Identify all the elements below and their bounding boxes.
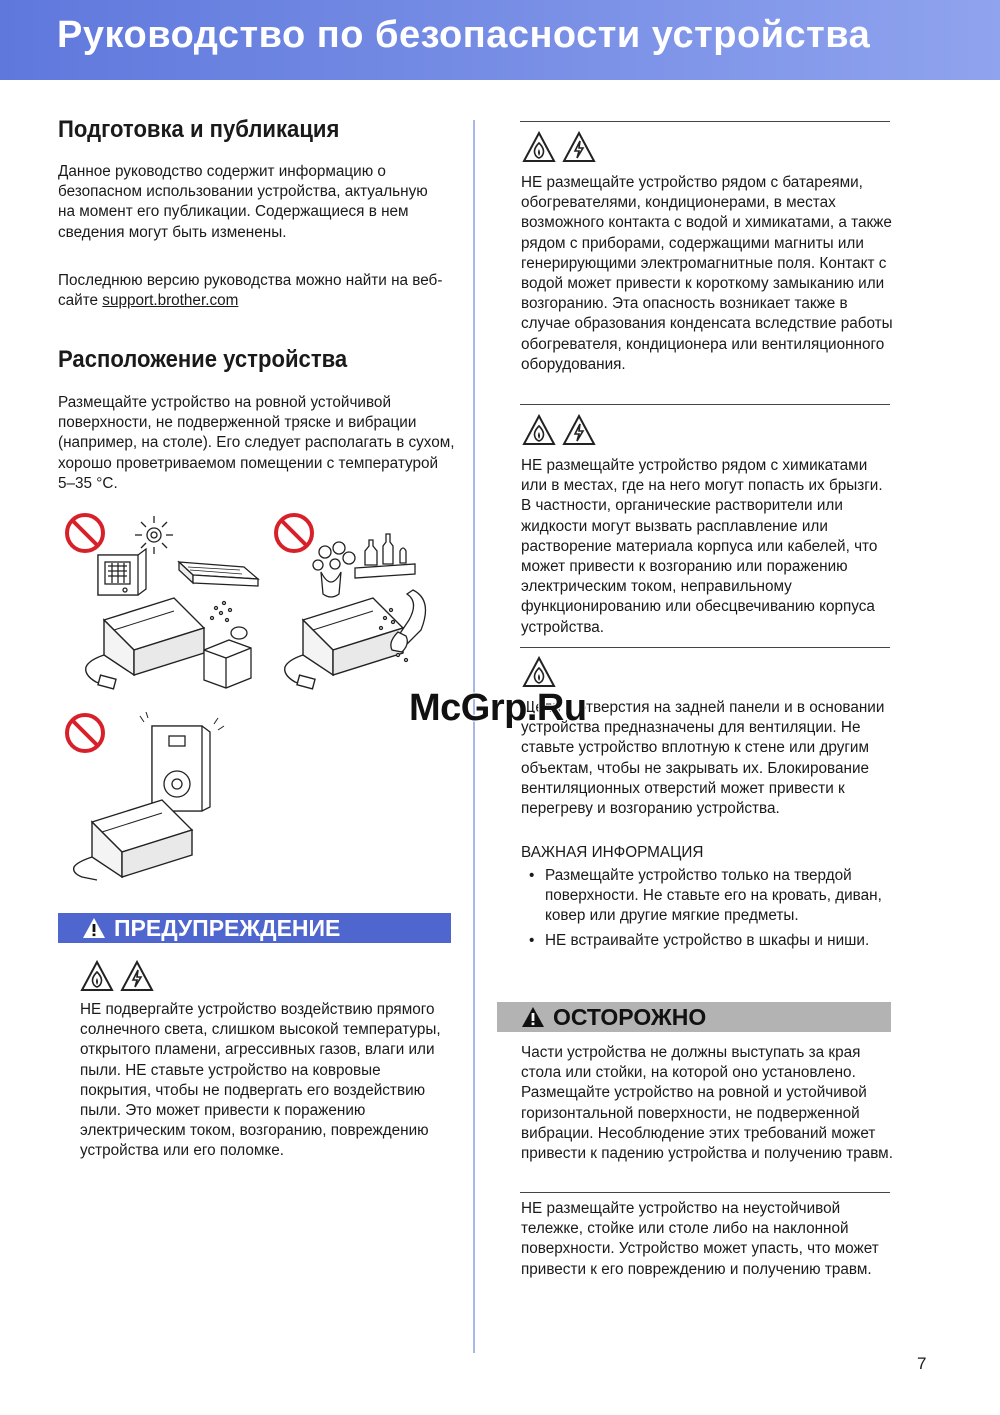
humidifier-icon (204, 602, 251, 689)
prep-text-1: Данное руководство содержит информацию о безопасном использовании устройства, актуальную на момент его публикации. Содержащиеся в нем сведения могут быть изменены. (58, 163, 428, 241)
column-divider (473, 120, 475, 1353)
warning-icons-row (522, 656, 556, 688)
fire-hazard-icon (522, 414, 556, 446)
header-band (0, 0, 1000, 80)
list-item: • НЕ встраивайте устройство в шкафы и ниши. (521, 931, 893, 951)
electric-shock-icon (562, 414, 596, 446)
prep-paragraph-1 (58, 162, 438, 243)
sun-icon (135, 516, 173, 554)
watermark: McGrp.Ru (409, 687, 587, 729)
scanner-device-icon (74, 800, 192, 880)
right-block-2 (521, 456, 893, 638)
right-block-1 (521, 173, 893, 375)
electric-shock-icon (562, 131, 596, 163)
caution-paragraph-1 (521, 1043, 893, 1164)
warning-banner (58, 913, 451, 943)
warning-icons-row (80, 960, 154, 992)
caution-label: ОСТОРОЖНО (553, 1003, 707, 1030)
flower-vase-icon (313, 542, 355, 597)
divider (520, 1192, 890, 1193)
right-text-2: НЕ размещайте устройство рядом с химикатами или в местах, где на него могут попасть их брызги. В частности, органические растворители или жидкости могут вызвать расплавление или растворение материала корпуса или кабелей, что может привести к возгоранию или поражению электрическим током, неправильному функционированию или обесцвечиванию корпуса устройства. (521, 457, 883, 636)
heading-location: Расположение устройства (58, 346, 348, 373)
warning-paragraph (80, 1000, 455, 1162)
prep-paragraph-2 (58, 271, 453, 311)
scanner-device-icon (86, 598, 204, 689)
fire-hazard-icon (522, 656, 556, 688)
fire-hazard-icon (522, 131, 556, 163)
warning-icons-row (522, 414, 596, 446)
speaker-icon (140, 712, 224, 811)
prohibition-icon (67, 715, 103, 751)
fire-hazard-icon (80, 960, 114, 992)
list-item: • Размещайте устройство только на твердой поверхности. Не ставьте его на кровать, диван, ковер или другие мягкие предметы. (521, 866, 893, 927)
divider (520, 121, 890, 122)
scanner-device-icon (285, 598, 403, 689)
bottles-icon (355, 534, 415, 578)
warning-text: НЕ подвергайте устройство воздействию прямого солнечного света, слишком высокой температуры, открытого пламени, агрессивных газов, влаги или пыли. НЕ ставьте устройство на ковровые покрытия, чтобы не подвергать его воздействию пыли. Это может привести к поражению электрическим током, возгоранию, повреждению устройства или его поломке. (80, 1001, 441, 1160)
important-info-label: ВАЖНАЯ ИНФОРМАЦИЯ (521, 844, 704, 861)
right-text-3: Щели и отверстия на задней панели и в основании устройства предназначены для вентиляции. Не ставьте устройство вплотную к стене или другим объектам, чтобы не закрывать их. Блокирование вентиляционных отверстий может привести к перегреву и возгоранию устройства. (521, 699, 885, 818)
air-conditioner-icon (179, 562, 258, 586)
heading-preparation: Подготовка и публикация (58, 116, 340, 143)
caution-banner (497, 1002, 891, 1032)
page-title: Руководство по безопасности устройства (57, 14, 871, 56)
divider (520, 647, 890, 648)
illustration-vibration (64, 712, 234, 882)
right-text-1: НЕ размещайте устройство рядом с батареями, обогревателями, кондиционерами, в местах возможного контакта с водой и химикатами, а также рядом с приборами, содержащими магниты или генерирующими электромагнитные поля. Контакт с водой может привести к короткому замыканию или возгоранию. Эта опасность возникает также в случае образования конденсата вследствие работы обогревателя, кондиционера или вентиляционного оборудования. (521, 174, 893, 373)
illustration-heat-sources (64, 510, 264, 695)
prohibition-icon (276, 515, 312, 551)
page-number: 7 (917, 1354, 927, 1373)
caution-text-2: НЕ размещайте устройство на неустойчивой тележке, стойке или столе либо на наклонной поверхности. Устройство может упасть, что может привести к его повреждению и получению травм. (521, 1200, 879, 1278)
support-link[interactable]: support.brother.com (102, 292, 239, 310)
caution-triangle-icon (521, 1006, 545, 1028)
warning-triangle-icon (82, 917, 106, 939)
illustration-chemicals (273, 510, 453, 695)
prep-text-2: Последнюю версию руководства можно найти на веб-сайте (58, 272, 443, 310)
divider (520, 404, 890, 405)
location-paragraph (58, 393, 458, 494)
warning-label: ПРЕДУПРЕЖДЕНИЕ (114, 914, 341, 941)
electric-shock-icon (120, 960, 154, 992)
prohibition-icon (67, 515, 103, 551)
caution-text-1: Части устройства не должны выступать за края стола или стойки, на которой оно установлено. Размещайте устройство на ровной и устойчивой горизонтальной поверхности, не подверженной вибрации. Несоблюдение этих требований может привести к падению устройства и получению травм. (521, 1044, 893, 1163)
important-info-list (521, 866, 893, 955)
location-text: Размещайте устройство на ровной устойчивой поверхности, не подверженной тряске и вибрации (например, на столе). Его следует располагать в сухом, хорошо проветриваемом помещении с температурой 5–35 °C. (58, 394, 455, 492)
heater-icon (98, 549, 146, 595)
warning-icons-row (522, 131, 596, 163)
caution-paragraph-2 (521, 1199, 893, 1280)
